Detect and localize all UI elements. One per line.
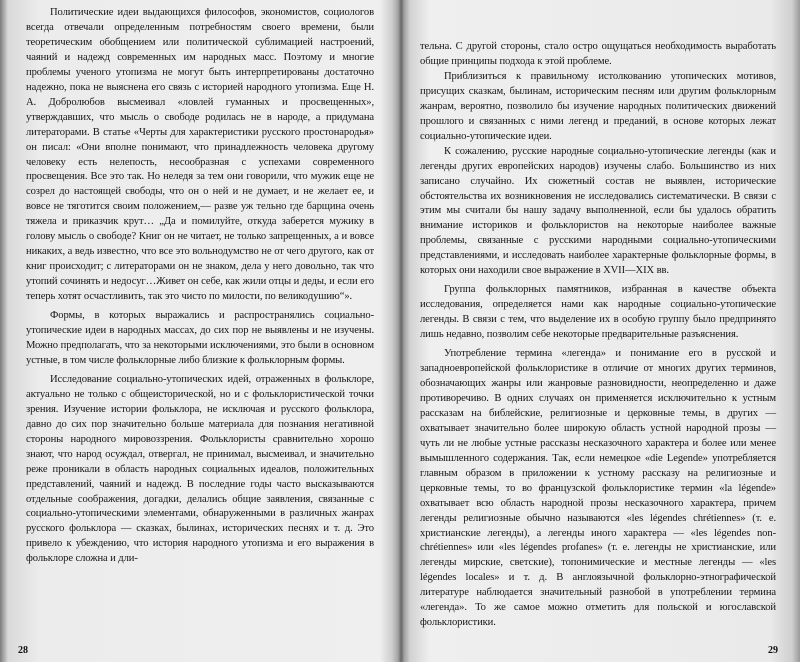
right-page-number: 29: [768, 645, 778, 656]
right-paragraph-2: Приблизиться к правильному истолкованию утопических мотивов, присущих сказкам, былинам, историческим песням или другим фольклорным жанрам, вероятно, позволило бы изучение народных политических движений прошлого и связанных с ними легенд и преданий, в основе которых лежат социально-утопические идеи.: [420, 70, 776, 142]
left-paragraph-1: Политические идеи выдающихся философов, экономистов, социологов всегда отвечали определенным потребностям своего времени, были теоретическим обобщением или политической сублимацией настроений, чаяний и надежд современных им народных масс. Поэтому и многие проблемы ученого утопизма не могут быть интерпретированы достаточно надежно, пока не выяснена его связь с историей народного утопизма. Еще Н. А. Добролюбов высмеивал «ловлей гуманных и просвещенных», утверждавших, что мысль о свободе родилась не в народе, а придумана литераторами. В статье «Черты для характеристики русского простонародья» он писал: «Они вполне понимают, что принадлежность человека другому человеку есть нелепость, несообразная с успехами современного просвещения. Все это так. Но неледя за тем они говорили, что мужик еще не созрел до настоящей свободы, что он о ней и не думает, и не желает ее, и вовсе не тяготится своим положением,— разве уж тельно где барщина очень тяжела и приказчик крут… „Да и помилуйте, откуда заберется мужику в голову мысль о свободе? Книг он не читает, не только запрещенных, а и вовсе никаких, а ведь известно, что все это вольнодумство не от чего другого, как от книг происходит; с литераторами он не знаком, дела у него довольно, так что утопий сочинять и недосуг…Живет он себе, как жили отцы и деды, и если его теперь хотят осчастливить, так это чисто по милости, по великодушию“».: [26, 7, 374, 303]
left-paragraph-2: Формы, в которых выражались и распространялись социально-утопические идеи в народных массах, до сих пор не выявлены и не изучены. Можно предполагать, что за некоторыми исключениями, это были в основном устные, в том числе фольклорные либо близкие к фольклорным формы.: [26, 310, 374, 366]
right-paragraph-1: тельна. С другой стороны, стало остро ощущаться необходимость выработать общие принципы подхода к этой проблеме.: [420, 41, 776, 67]
right-paragraph-4: Группа фольклорных памятников, избранная в качестве объекта исследования, определяется нами как народные социально-утопические легенды. В связи с тем, что выделение их в особую группу было предпринято лишь недавно, позволим себе некоторые предварительные разъяснения.: [420, 284, 776, 341]
left-page-number: 28: [18, 645, 28, 656]
left-paragraph-3: Исследование социально-утопических идей, отраженных в фольклоре, актуально не только с общеисторической, но и с фольклористической точки зрения. Изучение истории фольклора, не исключая и русского фольклора, давно до сих пор значительно больше материала для познания негативной стороны народного мировоззрения. Фольклористы сравнительно хорошо знают, что народ осуждал, отвергал, не принимал, высмеивал, и значительно реже проникали в область народных социальных идеалов, положительных представлений, чаяний и надежд. В последние годы часто высказываются отдельные соображения, догадки, делались общие заявления, связанные с социально-утопическими элементами, обнаруженными в различных жанрах русского фольклора — сказках, былинах, исторических песнях и т. д. Это привело к убеждению, что история народного утопизма и его выражения в фольклоре сложна и дли-: [26, 373, 374, 565]
right-paragraph-3: К сожалению, русские народные социально-утопические легенды (как и легенды других европейских народов) изучены слабо. Большинство из них записано случайно. Их сюжетный состав не выявлен, исторические обстоятельства их возникновения не исследовались систематически. В связи с этим мы считали бы нашу задачу выполненной, если бы удалось обратить внимание историков и фольклористов на некоторые наиболее важные проблемы, связанные с русскими народными социально-утопическими представлениями, и исследовать наиболее характерные фольклорные формы, в которых они находили свое выражение в XVII—XIX вв.: [420, 145, 776, 277]
right-paragraph-5: Употребление термина «легенда» и понимание его в русской и западноевропейской фольклористике в отличие от многих других терминов, обозначающих жанры или жанровые разновидности, неопределенно и даже противоречиво. В одних случаях он применяется исключительно к устным рассказам на библейские, религиозные и церковные темы, в других — охватывает значительно более широкую область устной народной прозы — чуть ли не любые устные рассказы несказочного характера и более или менее вымышленного содержания. Так, если немецкое «die Legende» употребляется главным образом в приложении к устному рассказу на религиозные и церковные темы, то во французской фольклористике термин «la légende» охватывает всю область народной прозы несказочного характера, причем легенды религиозные обычно называются «les légendes chrétiennes» (т. е. христианские легенды), а легенды иного характера — «les légendes non-chrétiennes» или «les légendes profanes» (т. е. легенды не христианские, или легенды мирские, светские), топонимические и местные легенды — «les légendes locales» и т. д. В англоязычной фольклорно-этнографической литературе наблюдается значительный разнобой в употреблении термина «легенда». То же самое можно отметить для польской и югославской фольклористики.: [420, 348, 776, 629]
left-page: [12, 0, 390, 662]
right-page: [408, 0, 788, 662]
